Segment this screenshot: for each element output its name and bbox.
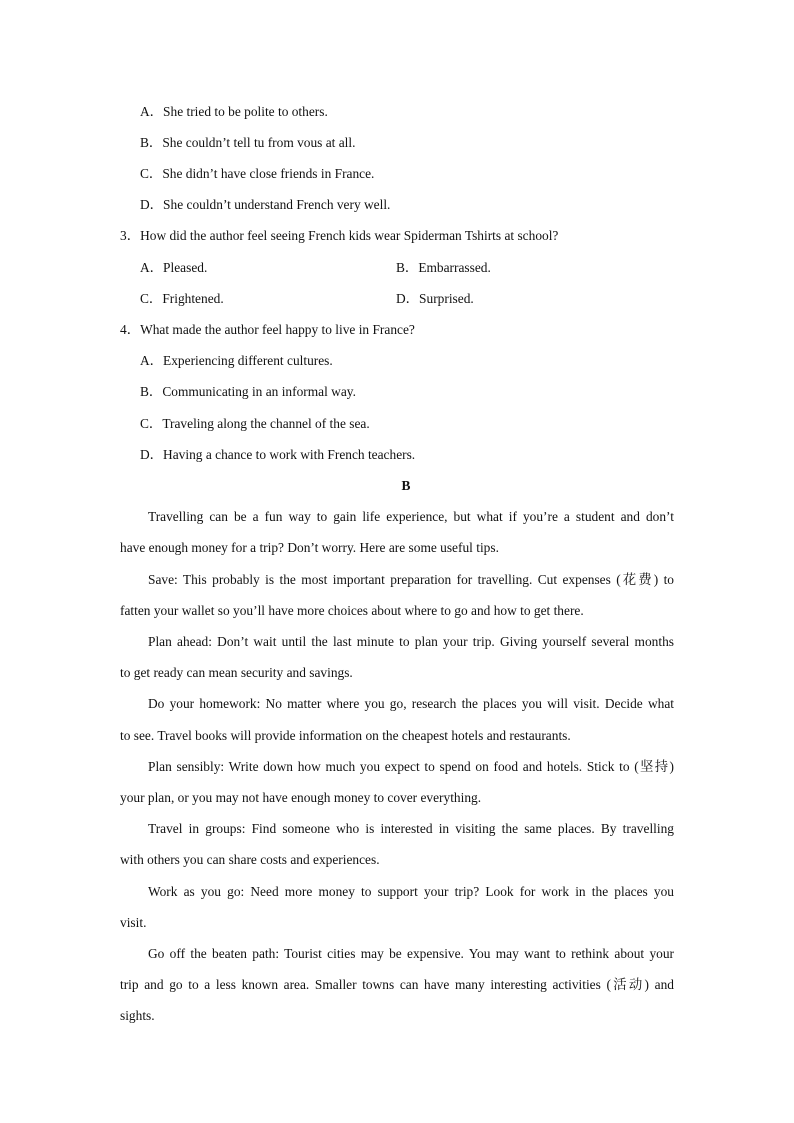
- para2-line2: fatten your wallet so you’ll have more choices about where to go and how to get there.: [120, 603, 584, 618]
- para5-line1: Plan sensibly: Write down how much you expect to spend on food and hotels. Stick to (坚持): [148, 759, 674, 774]
- q3-stem: 3．How did the author feel seeing French kids wear Spiderman Tshirts at school?: [120, 228, 559, 243]
- para1-line2: have enough money for a trip? Don’t worry. Here are some useful tips.: [120, 540, 499, 555]
- para8-line1: Go off the beaten path: Tourist cities may be expensive. You may want to rethink about your: [148, 946, 674, 961]
- q2-option-d: D．She couldn’t understand French very well.: [140, 197, 391, 212]
- para3-line2: to get ready can mean security and savings.: [120, 665, 353, 680]
- para8-line3: sights.: [120, 1008, 155, 1023]
- q4-option-d: D．Having a chance to work with French teachers.: [140, 447, 416, 462]
- para7-line2: visit.: [120, 915, 147, 930]
- q4-stem: 4．What made the author feel happy to live in France?: [120, 322, 415, 337]
- q2-option-b: B．She couldn’t tell tu from vous at all.: [140, 135, 356, 150]
- section-heading: B: [401, 478, 411, 493]
- q3-option-c: C．Frightened.: [140, 291, 224, 306]
- q4-option-a: A．Experiencing different cultures.: [140, 353, 333, 368]
- para3-line1: Plan ahead: Don’t wait until the last minute to plan your trip. Giving yourself several months: [148, 634, 674, 649]
- para2-line1: Save: This probably is the most important preparation for travelling. Cut expenses (花费) to: [148, 572, 674, 587]
- q4-option-b: B．Communicating in an informal way.: [140, 384, 356, 399]
- para6-line1: Travel in groups: Find someone who is interested in visiting the same places. By travelling: [148, 821, 674, 836]
- para4-line1: Do your homework: No matter where you go, research the places you will visit. Decide what: [148, 696, 674, 711]
- q2-option-c: C．She didn’t have close friends in France.: [140, 166, 375, 181]
- para4-line2: to see. Travel books will provide information on the cheapest hotels and restaurants.: [120, 728, 571, 743]
- q3-option-a: A．Pleased.: [140, 260, 208, 275]
- para7-line1: Work as you go: Need more money to support your trip? Look for work in the places you: [148, 884, 674, 899]
- q3-option-d: D．Surprised.: [396, 291, 474, 306]
- para8-line2: trip and go to a less known area. Smaller towns can have many interesting activities (活动) and: [120, 977, 674, 992]
- para5-line2: your plan, or you may not have enough money to cover everything.: [120, 790, 482, 805]
- q4-option-c: C．Traveling along the channel of the sea.: [140, 416, 370, 431]
- q3-option-b: B．Embarrassed.: [396, 260, 491, 275]
- q2-option-a: A．She tried to be polite to others.: [140, 104, 328, 119]
- para6-line2: with others you can share costs and experiences.: [120, 852, 380, 867]
- para1-line1: Travelling can be a fun way to gain life experience, but what if you’re a student and don’t: [148, 509, 674, 524]
